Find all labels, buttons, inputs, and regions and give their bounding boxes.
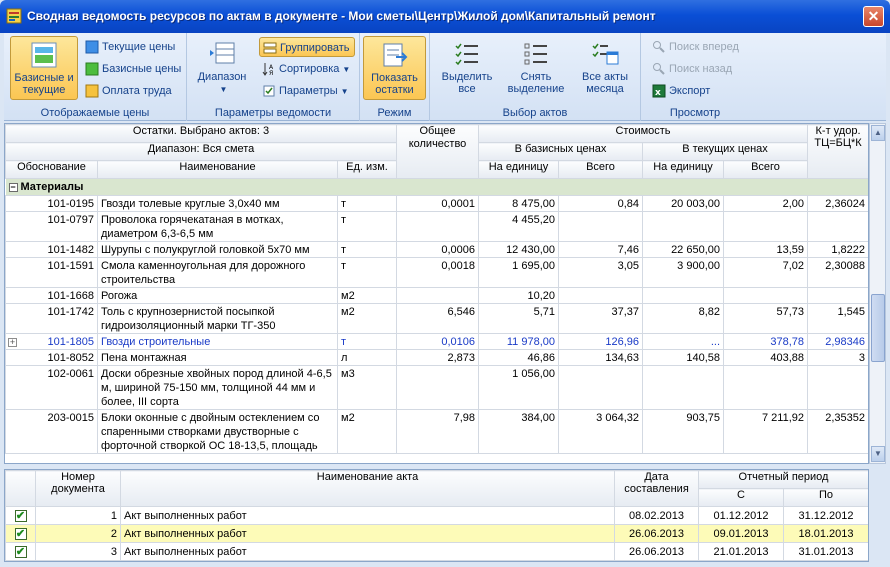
base-prices-icon [85,62,99,76]
base-unit-cell: 12 430,00 [479,242,559,258]
scroll-down-arrow-icon[interactable]: ▼ [871,446,885,462]
name-cell: Шурупы с полукруглой головкой 5х70 мм [98,242,338,258]
group-label: Группировать [280,42,350,54]
coef-cell: 2,98346 [808,334,869,350]
table-row[interactable] [6,334,869,350]
period-header: Отчетный период [699,471,869,489]
act-check-cell[interactable] [6,543,36,561]
base-unit-cell: 1 695,00 [479,258,559,288]
expand-icon[interactable]: + [9,337,16,347]
table-row[interactable] [6,350,869,366]
resources-grid[interactable] [4,123,869,464]
current-unit-cell: 3 900,00 [643,258,724,288]
total-qty-header[interactable]: Общее количество [397,125,479,179]
scroll-up-arrow-icon[interactable]: ▲ [871,125,885,141]
svg-text:x: x [655,88,661,98]
checkbox-checked-icon[interactable]: ✔ [15,545,26,558]
search-back-icon [652,62,666,76]
chevron-down-icon: ▼ [340,87,349,96]
basis-cell: 101-8052 [6,350,98,366]
group-act-selection [430,33,641,121]
qty-cell: 0,0106 [397,334,479,350]
select-all-label: Выделить все [441,71,493,95]
current-total-cell: 57,73 [724,304,808,334]
act-date-cell: 26.06.2013 [615,525,699,543]
base-total-cell: 7,46 [559,242,643,258]
unit-cell: т [338,334,397,350]
table-row[interactable] [6,242,869,258]
act-date-cell: 08.02.2013 [615,507,699,525]
labor-pay-button[interactable] [82,81,172,101]
current-unit-header[interactable]: На единицу [643,161,724,179]
act-name-header[interactable]: Наименование акта [121,471,615,507]
month-acts-icon [590,40,620,68]
unit-cell: т [338,212,397,242]
name-cell: Пена монтажная [98,350,338,366]
coef-cell: 3 [808,350,869,366]
basis-cell: 203-0015 [6,410,98,454]
checkbox-checked-icon[interactable]: ✔ [15,509,26,522]
group-icon [263,41,277,55]
range-header: Диапазон: Вся смета [6,143,397,161]
act-row[interactable] [6,543,869,561]
window-title: Сводная ведомость ресурсов по актам в документе - Мои сметы\Центр\Жилой дом\Капитальный ремонт [27,9,656,23]
base-unit-cell: 4 455,20 [479,212,559,242]
qty-cell: 0,0018 [397,258,479,288]
show-remainders-button[interactable] [363,36,426,100]
act-to-cell: 31.12.2012 [784,507,869,525]
act-number-cell: 3 [36,543,121,561]
range-label: Диапазон [197,71,247,83]
current-unit-cell [643,212,724,242]
table-row[interactable] [6,212,869,242]
svg-text:А: А [269,64,274,71]
name-cell: Гвозди толевые круглые 3,0х40 мм [98,196,338,212]
basis-cell: 101-1668 [6,288,98,304]
section-title: Материалы [20,181,84,193]
act-date-cell: 26.06.2013 [615,543,699,561]
doc-number-header[interactable]: Номер документа [36,471,121,507]
current-unit-cell: ... [643,334,724,350]
current-total-cell: 7,02 [724,258,808,288]
current-total-cell [724,212,808,242]
current-total-cell: 2,00 [724,196,808,212]
basis-cell: 101-1591 [6,258,98,288]
current-total-cell: 7 211,92 [724,410,808,454]
coef-cell: 2,36024 [808,196,869,212]
basis-cell: 101-0797 [6,212,98,242]
name-cell: Смола каменноугольная для дорожного строительства [98,258,338,288]
act-number-cell: 1 [36,507,121,525]
act-from-cell: 01.12.2012 [699,507,784,525]
sort-icon [262,62,276,76]
current-prices-label: Текущие цены [102,41,176,53]
month-acts-label: Все акты месяца [581,71,628,95]
excel-icon [652,84,666,98]
sort-label: Сортировка [279,63,340,75]
basis-cell: 101-1742 [6,304,98,334]
act-check-cell[interactable] [6,525,36,543]
current-unit-cell: 903,75 [643,410,724,454]
act-name-cell: Акт выполненных работ [121,525,615,543]
current-total-cell: 13,59 [724,242,808,258]
qty-cell: 0,0006 [397,242,479,258]
group-label-params: Параметры ведомости [214,107,332,119]
coef-cell [808,288,869,304]
app-icon [6,8,22,24]
base-unit-cell: 46,86 [479,350,559,366]
current-total-cell: 403,88 [724,350,808,366]
remainders-header: Остатки. Выбрано актов: 3 [6,125,397,143]
base-total-cell: 37,37 [559,304,643,334]
qty-cell [397,212,479,242]
base-total-cell: 0,84 [559,196,643,212]
unit-header[interactable]: Ед. изм. [338,161,397,179]
search-forward-button[interactable] [649,37,739,57]
base-and-current-button[interactable] [10,36,78,100]
unit-cell: т [338,242,397,258]
act-to-cell: 31.01.2013 [784,543,869,561]
current-unit-cell: 20 003,00 [643,196,724,212]
coef-header[interactable]: К-т удор. ТЦ=БЦ*К [808,125,869,179]
select-all-button[interactable] [436,36,498,100]
unit-cell: л [338,350,397,366]
act-from-cell: 21.01.2013 [699,543,784,561]
current-unit-cell [643,288,724,304]
coef-cell [808,366,869,410]
checkbox-checked-icon[interactable]: ✔ [15,527,26,540]
act-row[interactable] [6,507,869,525]
act-name-cell: Акт выполненных работ [121,543,615,561]
parameters-label: Параметры [279,85,338,97]
close-button[interactable]: ✕ [863,6,884,27]
basis-cell: 101-1805 + [6,334,98,350]
basis-cell: 101-1482 [6,242,98,258]
group-statement-params [187,33,360,121]
base-unit-header[interactable]: На единицу [479,161,559,179]
base-unit-cell: 5,71 [479,304,559,334]
act-to-cell: 18.01.2013 [784,525,869,543]
base-total-cell: 126,96 [559,334,643,350]
group-displayed-prices [4,33,187,121]
scroll-thumb[interactable] [871,294,885,362]
qty-cell: 7,98 [397,410,479,454]
group-mode [360,33,430,121]
act-from-cell: 09.01.2013 [699,525,784,543]
current-total-cell: 378,78 [724,334,808,350]
current-prices-icon [85,40,99,54]
search-back-label: Поиск назад [669,63,733,75]
coef-cell [808,212,869,242]
collapse-icon[interactable]: − [10,181,16,192]
base-total-cell: 134,63 [559,350,643,366]
group-label-acts: Выбор актов [502,107,568,119]
coef-cell: 1,8222 [808,242,869,258]
search-forward-icon [652,40,666,54]
base-total-header[interactable]: Всего [559,161,643,179]
unit-cell: т [338,196,397,212]
table-row[interactable] [6,196,869,212]
acts-grid[interactable] [4,469,869,562]
base-prices-button[interactable] [82,59,181,79]
search-forward-label: Поиск вперед [669,41,739,53]
title-bar [0,0,890,33]
check-header [6,471,36,507]
sort-button[interactable] [259,59,350,79]
name-cell: Проволока горячекатаная в мотках, диаметром 6,3-6,5 мм [98,212,338,242]
base-prices-header: В базисных ценах [479,143,643,161]
group-label-view: Просмотр [669,107,721,119]
base-prices-label: Базисные цены [102,63,182,75]
table-row[interactable] [6,258,869,288]
current-unit-cell: 22 650,00 [643,242,724,258]
parameters-button[interactable] [259,81,349,101]
coef-cell: 1,545 [808,304,869,334]
unit-cell: м2 [338,288,397,304]
show-remainders-icon [380,41,410,69]
unit-cell: м3 [338,366,397,410]
deselect-label: Снять выделение [507,71,565,95]
qty-cell [397,366,479,410]
base-and-current-label: Базисные и текущие [14,72,74,96]
search-back-button[interactable] [649,59,732,79]
group-label-mode: Режим [377,107,412,119]
base-unit-cell: 11 978,00 [479,334,559,350]
export-button[interactable] [649,81,710,101]
current-unit-cell [643,366,724,410]
base-total-cell [559,288,643,304]
current-prices-button[interactable] [82,37,175,57]
base-unit-cell: 8 475,00 [479,196,559,212]
period-to-header[interactable]: По [784,489,869,507]
name-cell: Рогожа [98,288,338,304]
group-label-prices: Отображаемые цены [40,107,150,119]
unit-cell: м2 [338,304,397,334]
group-button[interactable] [259,37,355,57]
unit-cell: м2 [338,410,397,454]
qty-cell: 6,546 [397,304,479,334]
unit-cell: т [338,258,397,288]
basis-header[interactable]: Обоснование [6,161,98,179]
cost-header: Стоимость [479,125,808,143]
name-header[interactable]: Наименование [98,161,338,179]
act-name-cell: Акт выполненных работ [121,507,615,525]
date-header[interactable]: Дата составления [615,471,699,507]
prices-icon [29,41,59,69]
act-number-cell: 2 [36,525,121,543]
base-total-cell: 3 064,32 [559,410,643,454]
period-from-header[interactable]: С [699,489,784,507]
svg-text:Я: Я [269,70,274,76]
table-row[interactable] [6,288,869,304]
coef-cell: 2,30088 [808,258,869,288]
base-total-cell [559,212,643,242]
current-total-cell [724,288,808,304]
section-row[interactable] [6,179,869,196]
name-cell: Толь с крупнозернистой посыпкой гидроизоляционный марки ТГ-350 [98,304,338,334]
act-check-cell[interactable] [6,507,36,525]
month-acts-button[interactable] [574,36,636,100]
basis-cell: 102-0061 [6,366,98,410]
table-row[interactable] [6,366,869,410]
base-total-cell: 3,05 [559,258,643,288]
chevron-down-icon: ▼ [219,85,228,94]
chevron-down-icon: ▼ [342,65,351,74]
range-button[interactable] [191,36,253,100]
basis-cell: 101-0195 [6,196,98,212]
group-view [641,33,749,121]
name-cell: Блоки оконные с двойным остеклением со спаренными створками двустворные с форточной створкой ОС 18-13,5, площадь [98,410,338,454]
current-prices-header: В текущих ценах [643,143,808,161]
deselect-icon [521,40,551,68]
table-row[interactable] [6,304,869,334]
base-unit-cell: 10,20 [479,288,559,304]
qty-cell: 2,873 [397,350,479,366]
current-unit-cell: 8,82 [643,304,724,334]
name-cell: Гвозди строительные [98,334,338,350]
deselect-button[interactable] [502,36,570,100]
select-all-icon [452,40,482,68]
parameters-icon [262,84,276,98]
range-icon [207,40,237,68]
ribbon [4,33,886,121]
table-row[interactable] [6,410,869,454]
base-unit-cell: 1 056,00 [479,366,559,410]
base-unit-cell: 384,00 [479,410,559,454]
base-total-cell [559,366,643,410]
qty-cell: 0,0001 [397,196,479,212]
export-label: Экспорт [669,85,711,97]
current-total-header[interactable]: Всего [724,161,808,179]
name-cell: Доски обрезные хвойных пород длиной 4-6,5 м, шириной 75-150 мм, толщиной 44 мм и более, III сорта [98,366,338,410]
current-unit-cell: 140,58 [643,350,724,366]
labor-pay-icon [85,84,99,98]
show-remainders-label: Показать остатки [371,72,418,96]
vertical-scrollbar[interactable] [869,123,886,464]
labor-pay-label: Оплата труда [102,85,172,97]
act-row[interactable] [6,525,869,543]
coef-cell: 2,35352 [808,410,869,454]
current-total-cell [724,366,808,410]
qty-cell [397,288,479,304]
